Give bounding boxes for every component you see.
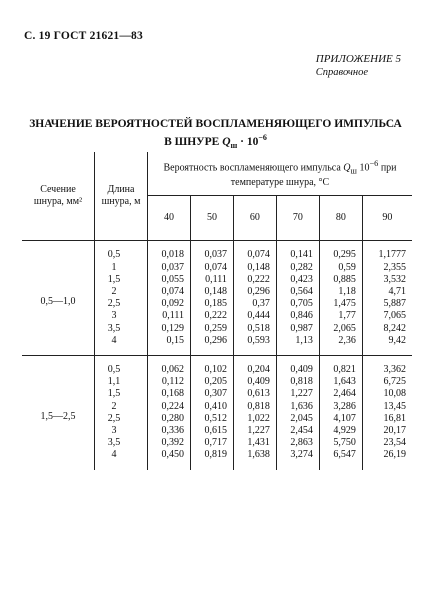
- value-cell: 0,296: [233, 286, 276, 298]
- appendix-label: ПРИЛОЖЕНИЕ 5: [315, 53, 401, 65]
- length-cell: 3: [95, 310, 148, 322]
- title-prefix: В ШНУРЕ: [164, 135, 220, 148]
- value-cell: 4,71: [362, 286, 412, 298]
- section-column-header: Сечение шнура, мм²: [22, 152, 95, 241]
- value-cell: 0,819: [190, 449, 233, 469]
- header-row: [22, 152, 412, 196]
- appendix-type: Справочное: [315, 67, 369, 78]
- title-line-2: [0, 131, 431, 152]
- value-cell: 1,18: [319, 286, 362, 298]
- length-cell: 1,5: [95, 274, 148, 286]
- length-cell: 1: [95, 262, 148, 274]
- probability-column-header: [148, 152, 413, 196]
- table-body: [22, 241, 412, 470]
- value-cell: 0,423: [276, 274, 319, 286]
- table-title: [0, 118, 431, 152]
- temperature-header: 90: [362, 196, 412, 241]
- value-cell: 0,444: [233, 310, 276, 322]
- value-cell: 0,295: [319, 241, 362, 262]
- value-cell: 0,15: [148, 335, 191, 356]
- prob-header-mult: 10: [359, 162, 370, 174]
- prob-header-q-sub: ш: [350, 166, 357, 176]
- value-cell: 0,615: [190, 425, 233, 437]
- table-row: [22, 355, 412, 376]
- value-cell: 0,392: [148, 437, 191, 449]
- value-cell: 3,362: [362, 355, 412, 376]
- value-cell: 6,725: [362, 376, 412, 388]
- value-cell: 0,111: [190, 274, 233, 286]
- value-cell: 1,636: [276, 401, 319, 413]
- value-cell: 1,13: [276, 335, 319, 356]
- value-cell: 0,222: [233, 274, 276, 286]
- value-cell: 1,1777: [362, 241, 412, 262]
- prob-header-prefix: Вероятность воспламеняющего импульса: [163, 162, 341, 174]
- value-cell: 0,185: [190, 298, 233, 310]
- temperature-header: 50: [190, 196, 233, 241]
- value-cell: 0,409: [276, 355, 319, 376]
- value-cell: 20,17: [362, 425, 412, 437]
- value-cell: 0,885: [319, 274, 362, 286]
- value-cell: 8,242: [362, 323, 412, 335]
- value-cell: 0,409: [233, 376, 276, 388]
- value-cell: 2,355: [362, 262, 412, 274]
- length-cell: 4: [95, 449, 148, 469]
- section-cell: 1,5—2,5: [40, 410, 76, 422]
- value-cell: 3,286: [319, 401, 362, 413]
- value-cell: 16,81: [362, 413, 412, 425]
- value-cell: 1,227: [276, 388, 319, 400]
- value-cell: 1,643: [319, 376, 362, 388]
- value-cell: 0,074: [190, 262, 233, 274]
- value-cell: 0,205: [190, 376, 233, 388]
- table-row: [22, 241, 412, 262]
- value-cell: 1,475: [319, 298, 362, 310]
- value-cell: 0,074: [233, 241, 276, 262]
- temperature-header: 40: [148, 196, 191, 241]
- temperature-header: 80: [319, 196, 362, 241]
- value-cell: 0,168: [148, 388, 191, 400]
- value-cell: 2,464: [319, 388, 362, 400]
- length-cell: 0,5: [95, 241, 148, 262]
- length-cell: 4: [95, 335, 148, 356]
- value-cell: 0,336: [148, 425, 191, 437]
- value-cell: 0,141: [276, 241, 319, 262]
- value-cell: 0,410: [190, 401, 233, 413]
- value-cell: 0,280: [148, 413, 191, 425]
- value-cell: 0,112: [148, 376, 191, 388]
- value-cell: 1,431: [233, 437, 276, 449]
- value-cell: 0,259: [190, 323, 233, 335]
- length-cell: 1,1: [95, 376, 148, 388]
- value-cell: 0,074: [148, 286, 191, 298]
- value-cell: 0,037: [148, 262, 191, 274]
- value-cell: 0,59: [319, 262, 362, 274]
- title-exp: −6: [258, 133, 267, 142]
- length-column-header: Длина шнура, м: [95, 152, 148, 241]
- value-cell: 5,887: [362, 298, 412, 310]
- value-cell: 0,102: [190, 355, 233, 376]
- value-cell: 7,065: [362, 310, 412, 322]
- temperature-header: 60: [233, 196, 276, 241]
- value-cell: 26,19: [362, 449, 412, 469]
- value-cell: 0,018: [148, 241, 191, 262]
- value-cell: 4,107: [319, 413, 362, 425]
- value-cell: 1,227: [233, 425, 276, 437]
- length-cell: 2: [95, 286, 148, 298]
- value-cell: 0,613: [233, 388, 276, 400]
- value-cell: 2,065: [319, 323, 362, 335]
- value-cell: 1,022: [233, 413, 276, 425]
- title-mult: · 10: [240, 135, 259, 148]
- length-cell: 3,5: [95, 437, 148, 449]
- length-cell: 3,5: [95, 323, 148, 335]
- value-cell: 0,593: [233, 335, 276, 356]
- length-cell: 2: [95, 401, 148, 413]
- value-cell: 0,148: [233, 262, 276, 274]
- title-q-sub: ш: [230, 141, 238, 151]
- appendix-block: [316, 52, 401, 80]
- value-cell: 0,062: [148, 355, 191, 376]
- length-cell: 0,5: [95, 355, 148, 376]
- prob-header-exp: −6: [369, 159, 379, 168]
- temperature-header: 70: [276, 196, 319, 241]
- value-cell: 10,08: [362, 388, 412, 400]
- value-cell: 3,532: [362, 274, 412, 286]
- value-cell: 0,450: [148, 449, 191, 469]
- prob-header-suffix: при температуре шнура, °С: [230, 162, 397, 189]
- value-cell: 0,111: [148, 310, 191, 322]
- value-cell: 0,37: [233, 298, 276, 310]
- value-cell: 0,204: [233, 355, 276, 376]
- value-cell: 0,821: [319, 355, 362, 376]
- value-cell: 0,148: [190, 286, 233, 298]
- value-cell: 0,987: [276, 323, 319, 335]
- value-cell: 1,638: [233, 449, 276, 469]
- value-cell: 0,705: [276, 298, 319, 310]
- value-cell: 0,282: [276, 262, 319, 274]
- value-cell: 3,274: [276, 449, 319, 469]
- value-cell: 2,045: [276, 413, 319, 425]
- value-cell: 9,42: [362, 335, 412, 356]
- page-header: С. 19 ГОСТ 21621—83: [24, 30, 143, 42]
- value-cell: 0,055: [148, 274, 191, 286]
- title-line-1: ЗНАЧЕНИЕ ВЕРОЯТНОСТЕЙ ВОСПЛАМЕНЯЮЩЕГО ИМПУЛЬСА: [29, 118, 402, 130]
- value-cell: 6,547: [319, 449, 362, 469]
- length-cell: 2,5: [95, 298, 148, 310]
- value-cell: 0,224: [148, 401, 191, 413]
- length-cell: 1,5: [95, 388, 148, 400]
- value-cell: 23,54: [362, 437, 412, 449]
- value-cell: 0,518: [233, 323, 276, 335]
- value-cell: 1,77: [319, 310, 362, 322]
- title-q: Q: [222, 135, 231, 148]
- value-cell: 0,512: [190, 413, 233, 425]
- probability-table: [22, 152, 412, 470]
- prob-header-q: Q: [343, 162, 351, 174]
- value-cell: 4,929: [319, 425, 362, 437]
- value-cell: 0,564: [276, 286, 319, 298]
- value-cell: 0,092: [148, 298, 191, 310]
- value-cell: 2,454: [276, 425, 319, 437]
- length-cell: 2,5: [95, 413, 148, 425]
- value-cell: 0,129: [148, 323, 191, 335]
- value-cell: 0,818: [233, 401, 276, 413]
- value-cell: 0,846: [276, 310, 319, 322]
- value-cell: 0,307: [190, 388, 233, 400]
- value-cell: 0,717: [190, 437, 233, 449]
- value-cell: 0,818: [276, 376, 319, 388]
- value-cell: 13,45: [362, 401, 412, 413]
- section-cell: 0,5—1,0: [40, 296, 76, 308]
- value-cell: 5,750: [319, 437, 362, 449]
- value-cell: 0,222: [190, 310, 233, 322]
- value-cell: 0,037: [190, 241, 233, 262]
- value-cell: 0,296: [190, 335, 233, 356]
- value-cell: 2,863: [276, 437, 319, 449]
- length-cell: 3: [95, 425, 148, 437]
- value-cell: 2,36: [319, 335, 362, 356]
